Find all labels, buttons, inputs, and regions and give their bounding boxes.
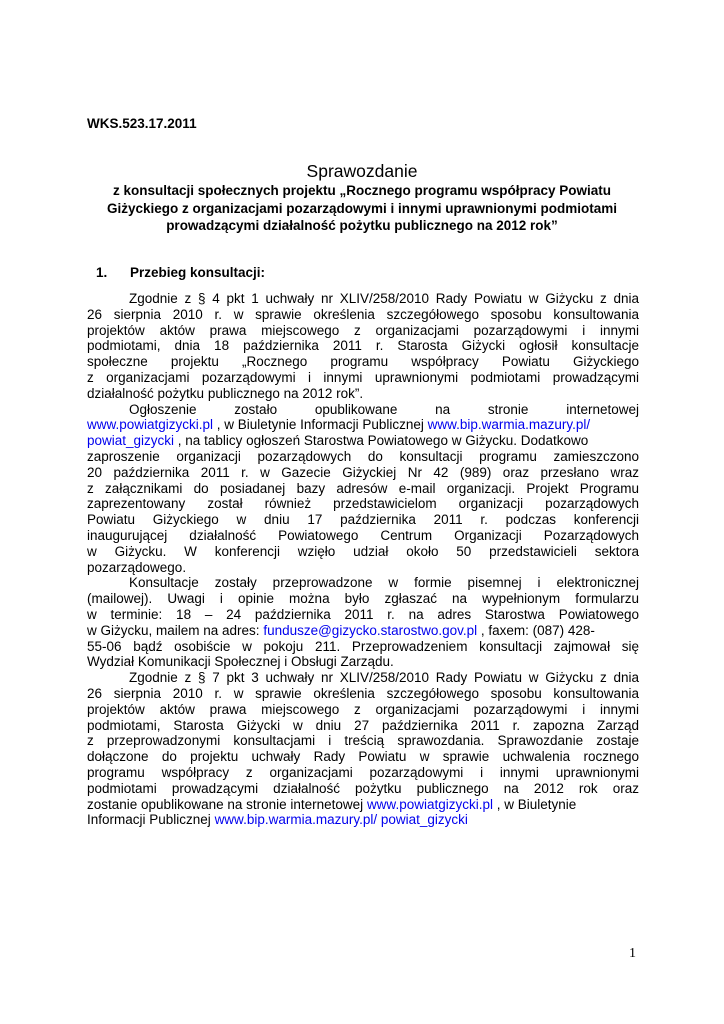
text-line: projektów aktów prawa miejscowego z organizacjami pozarządowymi i innymi <box>87 701 639 717</box>
powiat-website-link[interactable]: www.powiatgizycki.pl <box>366 796 493 812</box>
text-line: społeczne projektu „Rocznego programu współpracy Powiatu Giżyckiego <box>87 354 639 370</box>
text-line: 20 października 2011 r. w Gazecie Giżyckiej Nr 42 (989) oraz przesłano wraz <box>87 464 639 480</box>
document-title: Sprawozdanie <box>306 161 418 181</box>
text-line: z organizacjami pozarządowymi i innymi uprawnionymi podmiotami prowadzącymi <box>87 369 639 385</box>
text-line: Informacji Publicznej www.bip.warmia.mazury.pl/ powiat_gizycki <box>87 812 468 828</box>
text-line: Wydział Komunikacji Społecznej i Obsługi Zarządu. <box>87 654 394 670</box>
text-line: Ogłoszenie zostało opublikowane na stronie internetowej <box>129 401 639 417</box>
text-line: (mailowej). Uwagi i opinie można było zgłaszać na wypełnionym formularzu <box>87 591 639 607</box>
bip-link[interactable]: www.bip.warmia.mazury.pl/ <box>427 417 591 433</box>
bip-full-link[interactable]: www.bip.warmia.mazury.pl/ powiat_gizycki <box>214 812 468 828</box>
text-line: programu współpracy z organizacjami pozarządowymi i innymi uprawnionymi <box>87 764 639 780</box>
subtitle-line: Giżyckiego z organizacjami pozarządowymi i innymi uprawnionymi podmiotami <box>106 200 618 216</box>
text-line: z załącznikami do posiadanej bazy adresów e-mail organizacji. Projekt Programu <box>87 480 639 496</box>
text-line: w Giżycku. W konferencji wzięło udział około 50 przedstawicieli sektora <box>87 543 639 559</box>
text-line: w terminie: 18 – 24 października 2011 r. na adres Starostwa Powiatowego <box>87 606 639 622</box>
text-line: Powiatu Giżyckiego w dniu 17 października 2011 r. podczas konferencji <box>87 512 639 528</box>
section-number: 1. <box>96 265 108 280</box>
text-line: z przeprowadzonymi konsultacjami i treścią sprawozdania. Sprawozdanie zostaje <box>87 733 639 749</box>
subtitle-line: prowadzącymi działalność pożytku publicznego na 2012 rok” <box>166 218 558 233</box>
section-title: Przebieg konsultacji: <box>130 265 266 280</box>
text-line: Zgodnie z § 4 pkt 1 uchwały nr XLIV/258/2010 Rady Powiatu w Giżycku z dnia <box>129 291 639 306</box>
body-text <box>87 291 639 828</box>
text-line: projektów aktów prawa miejscowego z organizacjami pozarządowymi i innymi <box>87 322 639 338</box>
text-line: 26 sierpnia 2010 r. w sprawie określenia szczegółowego sposobu konsultowania <box>87 306 639 322</box>
email-link[interactable]: fundusze@gizycko.starostwo.gov.pl <box>263 622 478 638</box>
text-line: 55-06 bądź osobiście w pokoju 211. Przeprowadzeniem konsultacji zajmował się <box>87 638 639 654</box>
text-line: zaprezentowany został również przedstawicielom organizacji pozarządowych <box>87 496 639 512</box>
text-line: w Giżycku, mailem na adres: fundusze@gizycko.starostwo.gov.pl , faxem: (087) 428- <box>87 622 595 638</box>
page-number: 1 <box>629 946 636 961</box>
text-line: pozarządowego. <box>87 559 187 575</box>
text-line: powiat_gizycki , na tablicy ogłoszeń Starostwa Powiatowego w Giżycku. Dodatkowo <box>87 433 589 449</box>
text-line: podmiotami prowadzącymi działalność pożytku publicznego na 2012 rok oraz <box>87 780 639 796</box>
text-line: działalność pożytku publicznego na 2012 rok”. <box>87 385 364 401</box>
document-reference: WKS.523.17.2011 <box>87 116 197 131</box>
text-line: inaugurującej działalność Powiatowego Centrum Organizacji Pozarządowych <box>87 527 639 543</box>
section-heading <box>96 265 265 280</box>
subtitle-line: z konsultacji społecznych projektu „Rocznego programu współpracy Powiatu <box>112 183 612 198</box>
text-line: Konsultacje zostały przeprowadzone w formie pisemnej i elektronicznej <box>129 575 639 591</box>
text-line: Zgodnie z § 7 pkt 3 uchwały nr XLIV/258/2010 Rady Powiatu w Giżycku z dnia <box>129 670 639 686</box>
bip-link-continued[interactable]: powiat_gizycki <box>87 433 175 449</box>
text-line: dołączone do projektu uchwały Rady Powiatu w sprawie uchwalenia rocznego <box>87 749 639 765</box>
document-subtitle <box>82 182 642 235</box>
text-line: podmiotami, Starosta Giżycki w dniu 27 października 2011 r. zapozna Zarząd <box>87 717 639 733</box>
text-line: zostanie opublikowane na stronie internetowej www.powiatgizycki.pl , w Biuletynie <box>87 796 577 812</box>
text-line: podmiotami, dnia 18 października 2011 r. Starosta Giżycki ogłosił konsultacje <box>87 338 639 354</box>
text-line: www.powiatgizycki.pl , w Biuletynie Informacji Publicznej www.bip.warmia.mazury.pl/ <box>87 417 591 433</box>
text-line: 26 sierpnia 2010 r. w sprawie określenia szczegółowego sposobu konsultowania <box>87 685 639 701</box>
powiat-website-link[interactable]: www.powiatgizycki.pl <box>87 417 214 433</box>
text-line: zaproszenie organizacji pozarządowych do konsultacji programu zamieszczono <box>87 448 639 464</box>
